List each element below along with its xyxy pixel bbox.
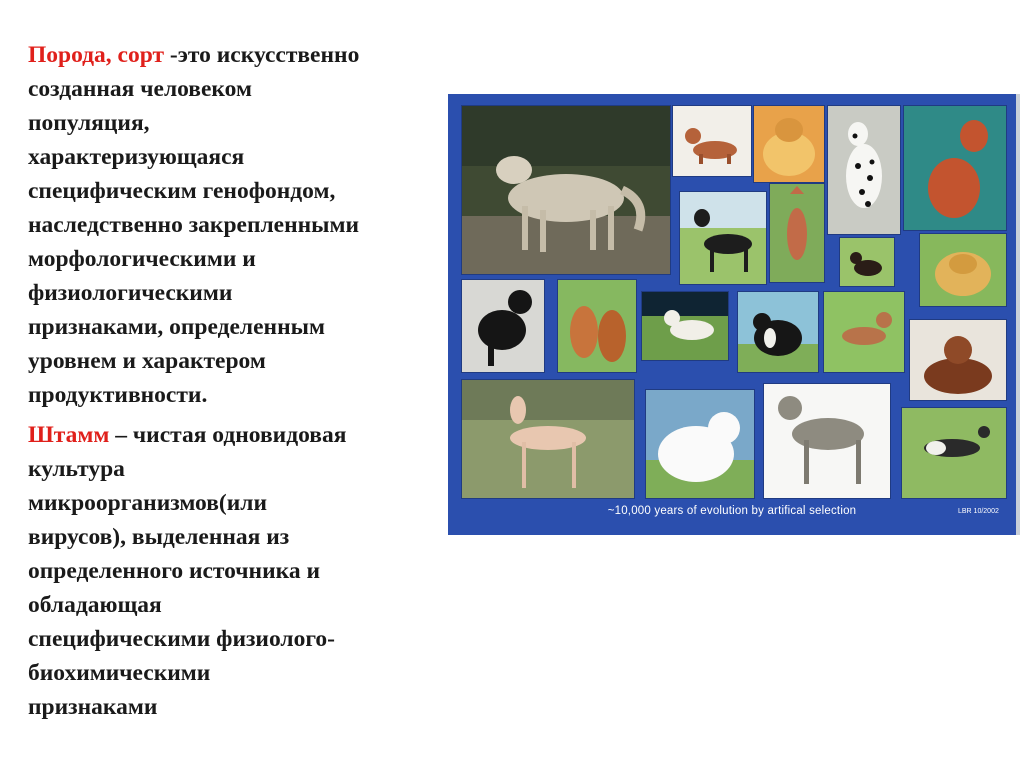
basenji-photo <box>824 292 904 372</box>
breed-line-7: морфологическими и <box>28 246 256 272</box>
strain-line-2: культура <box>28 456 125 482</box>
pharaoh-hound-photo <box>770 184 824 282</box>
pekingese-photo <box>920 234 1006 306</box>
strain-line-3: микроорганизмов(или <box>28 490 267 516</box>
breed-line-3: популяция, <box>28 110 150 136</box>
breed-line-4: характеризующаяся <box>28 144 245 170</box>
breed-term: Порода, сорт <box>28 42 165 68</box>
breed-line-10: уровнем и характером <box>28 348 266 374</box>
yorkshire-terrier-photo <box>910 320 1006 400</box>
wolf-photo <box>462 106 670 274</box>
strain-line-8: биохимическими <box>28 660 211 686</box>
great-dane-photo <box>680 192 766 284</box>
breed-line-5: специфическим генофондом, <box>28 178 336 204</box>
definitions-text <box>28 38 448 724</box>
strain-line-7: специфическими физиолого- <box>28 626 336 652</box>
bernese-photo <box>738 292 818 372</box>
dog-breeds-figure <box>448 94 1020 535</box>
labrador-photo <box>642 292 728 360</box>
figure-caption: ~10,000 years of evolution by artifical selection <box>607 505 857 517</box>
dalmatian-photo <box>828 106 900 234</box>
breed-definition <box>28 38 448 412</box>
strain-term: Штамм <box>28 422 110 448</box>
lhasa-apso-photo <box>754 106 824 182</box>
dachshund-photo <box>673 106 751 176</box>
samoyed-photo <box>646 390 754 498</box>
breed-line-1: Порода, сорт -это искусственно <box>28 42 360 68</box>
breed-line-8: физиологическими <box>28 280 233 306</box>
saluki-photo <box>462 380 634 498</box>
figure-credit: LBR 10/2002 <box>958 508 999 515</box>
setter-photo <box>904 106 1006 230</box>
strain-line-4: вирусов), выделенная из <box>28 524 290 550</box>
boxer-photo <box>558 280 636 372</box>
poodle-photo <box>462 280 544 372</box>
strain-line-9: признаками <box>28 694 158 720</box>
breed-line-9: признаками, определенным <box>28 314 325 340</box>
wolfhound-photo <box>764 384 890 498</box>
chihuahua-photo <box>840 238 894 286</box>
strain-line-6: обладающая <box>28 592 162 618</box>
whippet-photo <box>902 408 1006 498</box>
breed-line-6: наследственно закрепленными <box>28 212 360 238</box>
strain-definition <box>28 418 448 724</box>
breed-line-2: созданная человеком <box>28 76 252 102</box>
strain-line-5: определенного источника и <box>28 558 320 584</box>
breed-line-11: продуктивности. <box>28 382 208 408</box>
strain-line-1: Штамм – чистая одновидовая <box>28 422 347 448</box>
